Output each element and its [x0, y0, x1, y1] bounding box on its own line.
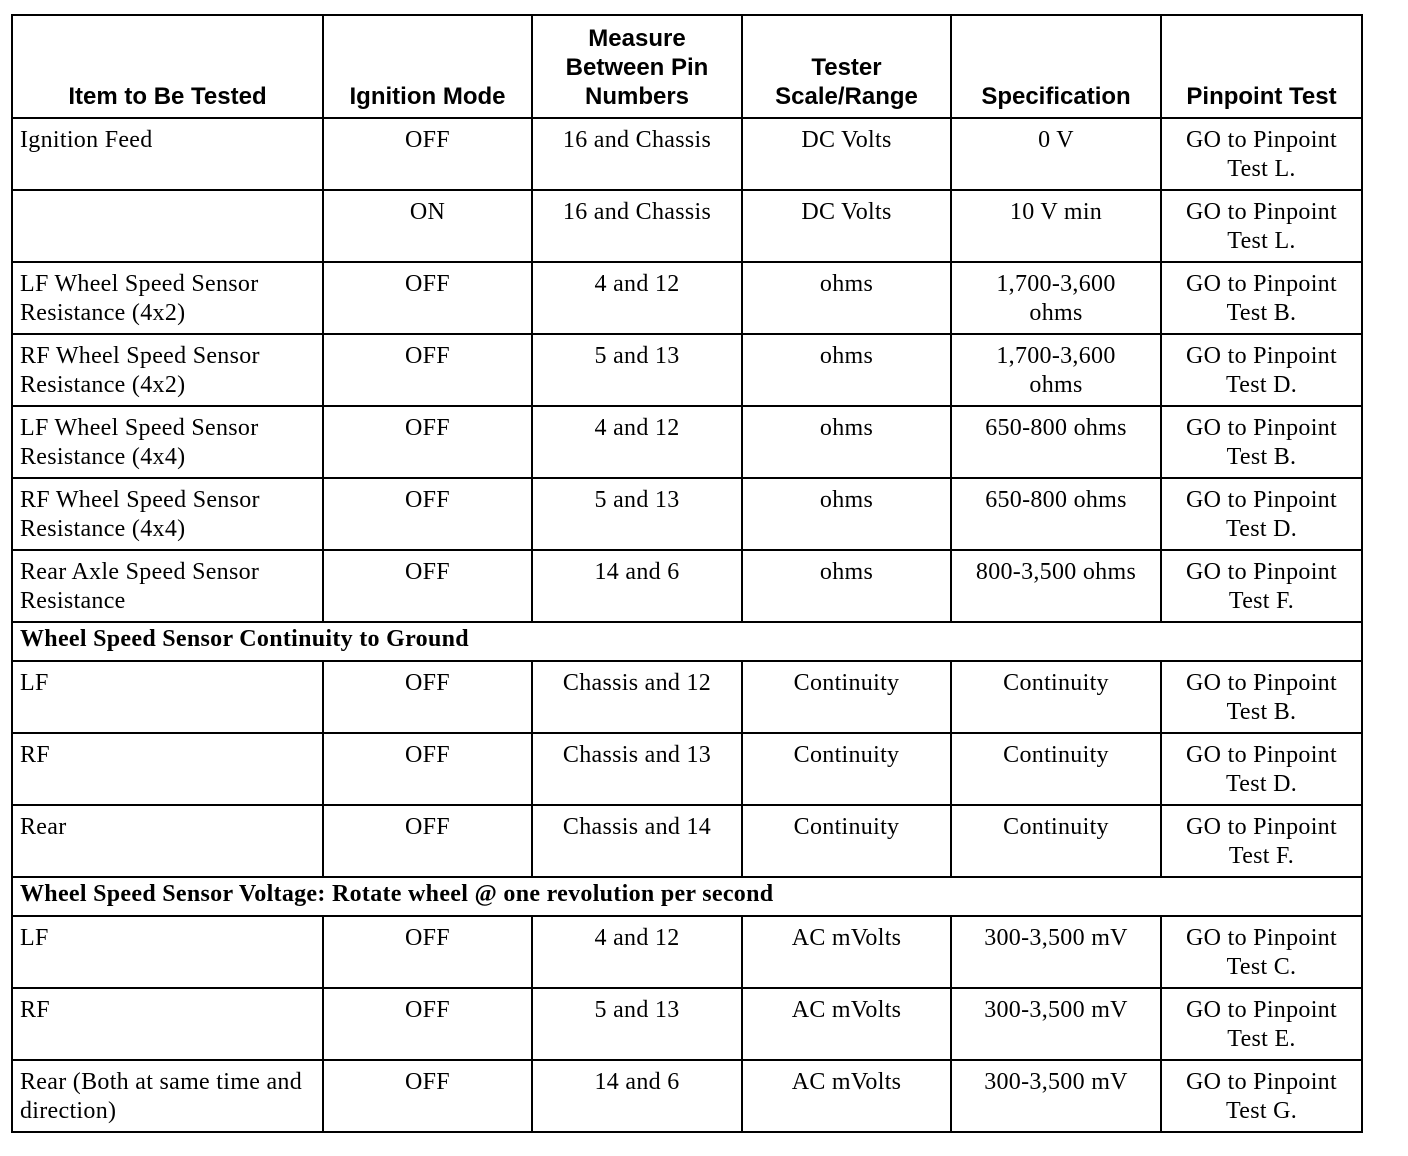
cell-item: LF Wheel Speed Sensor Resistance (4x2): [12, 262, 323, 334]
cell-spec: 300-3,500 mV: [951, 1060, 1161, 1132]
table-row: [12, 190, 1362, 262]
header-pinpoint-test: Pinpoint Test: [1161, 15, 1362, 118]
cell-pinpoint-test: GO to Pinpoint Test E.: [1161, 988, 1362, 1060]
cell-pins: Chassis and 12: [532, 661, 742, 733]
cell-scale: DC Volts: [742, 190, 951, 262]
cell-mode: OFF: [323, 550, 532, 622]
cell-mode: OFF: [323, 988, 532, 1060]
header-measure-pins: Measure Between Pin Numbers: [532, 15, 742, 118]
cell-pinpoint-test: GO to Pinpoint Test D.: [1161, 334, 1362, 406]
section-row: [12, 622, 1362, 661]
cell-mode: ON: [323, 190, 532, 262]
cell-item: Rear: [12, 805, 323, 877]
cell-pins: Chassis and 13: [532, 733, 742, 805]
cell-spec: 800-3,500 ohms: [951, 550, 1161, 622]
cell-pins: 5 and 13: [532, 478, 742, 550]
table-row: [12, 118, 1362, 190]
cell-pinpoint-test: GO to Pinpoint Test B.: [1161, 406, 1362, 478]
cell-mode: OFF: [323, 406, 532, 478]
cell-spec: 0 V: [951, 118, 1161, 190]
table-row: [12, 1060, 1362, 1132]
table-row: [12, 334, 1362, 406]
cell-item: LF: [12, 916, 323, 988]
cell-pinpoint-test: GO to Pinpoint Test C.: [1161, 916, 1362, 988]
cell-pins: Chassis and 14: [532, 805, 742, 877]
cell-mode: OFF: [323, 334, 532, 406]
cell-mode: OFF: [323, 118, 532, 190]
cell-pinpoint-test: GO to Pinpoint Test L.: [1161, 118, 1362, 190]
cell-pins: 4 and 12: [532, 406, 742, 478]
cell-item: Rear Axle Speed Sensor Resistance: [12, 550, 323, 622]
cell-spec: 650-800 ohms: [951, 478, 1161, 550]
cell-scale: AC mVolts: [742, 916, 951, 988]
header-tester-scale: Tester Scale/Range: [742, 15, 951, 118]
table-row: [12, 733, 1362, 805]
cell-spec: Continuity: [951, 733, 1161, 805]
cell-spec: Continuity: [951, 805, 1161, 877]
cell-scale: Continuity: [742, 661, 951, 733]
table-row: [12, 661, 1362, 733]
table-row: [12, 988, 1362, 1060]
header-specification: Specification: [951, 15, 1161, 118]
cell-pins: 5 and 13: [532, 334, 742, 406]
cell-spec: 300-3,500 mV: [951, 988, 1161, 1060]
table-row: [12, 406, 1362, 478]
cell-item: RF: [12, 988, 323, 1060]
cell-pinpoint-test: GO to Pinpoint Test D.: [1161, 733, 1362, 805]
cell-pinpoint-test: GO to Pinpoint Test D.: [1161, 478, 1362, 550]
cell-scale: AC mVolts: [742, 1060, 951, 1132]
cell-mode: OFF: [323, 661, 532, 733]
cell-scale: Continuity: [742, 805, 951, 877]
cell-pinpoint-test: GO to Pinpoint Test B.: [1161, 262, 1362, 334]
cell-item: Rear (Both at same time and direction): [12, 1060, 323, 1132]
cell-pins: 4 and 12: [532, 916, 742, 988]
cell-pinpoint-test: GO to Pinpoint Test L.: [1161, 190, 1362, 262]
cell-pins: 16 and Chassis: [532, 190, 742, 262]
table-row: [12, 262, 1362, 334]
cell-mode: OFF: [323, 1060, 532, 1132]
cell-mode: OFF: [323, 805, 532, 877]
cell-scale: DC Volts: [742, 118, 951, 190]
cell-item: [12, 190, 323, 262]
section-heading-voltage: Wheel Speed Sensor Voltage: Rotate wheel @ one revolution per second: [12, 877, 1362, 916]
cell-mode: OFF: [323, 262, 532, 334]
cell-item: RF Wheel Speed Sensor Resistance (4x2): [12, 334, 323, 406]
cell-item: LF Wheel Speed Sensor Resistance (4x4): [12, 406, 323, 478]
section-row: [12, 877, 1362, 916]
cell-spec: 10 V min: [951, 190, 1161, 262]
cell-pins: 14 and 6: [532, 550, 742, 622]
cell-pins: 5 and 13: [532, 988, 742, 1060]
section-heading-continuity: Wheel Speed Sensor Continuity to Ground: [12, 622, 1362, 661]
cell-scale: Continuity: [742, 733, 951, 805]
cell-spec: 650-800 ohms: [951, 406, 1161, 478]
cell-pins: 14 and 6: [532, 1060, 742, 1132]
cell-item: RF Wheel Speed Sensor Resistance (4x4): [12, 478, 323, 550]
table-row: [12, 805, 1362, 877]
table-row: [12, 550, 1362, 622]
cell-spec: 300-3,500 mV: [951, 916, 1161, 988]
cell-pinpoint-test: GO to Pinpoint Test G.: [1161, 1060, 1362, 1132]
cell-spec: 1,700-3,600 ohms: [951, 334, 1161, 406]
cell-scale: ohms: [742, 550, 951, 622]
header-ignition-mode: Ignition Mode: [323, 15, 532, 118]
cell-pinpoint-test: GO to Pinpoint Test F.: [1161, 805, 1362, 877]
cell-scale: ohms: [742, 262, 951, 334]
cell-scale: ohms: [742, 406, 951, 478]
cell-mode: OFF: [323, 478, 532, 550]
cell-pins: 4 and 12: [532, 262, 742, 334]
cell-item: RF: [12, 733, 323, 805]
diagnostic-spec-table: [11, 14, 1363, 1133]
header-item: Item to Be Tested: [12, 15, 323, 118]
cell-pinpoint-test: GO to Pinpoint Test F.: [1161, 550, 1362, 622]
cell-item: LF: [12, 661, 323, 733]
cell-pins: 16 and Chassis: [532, 118, 742, 190]
cell-mode: OFF: [323, 733, 532, 805]
cell-mode: OFF: [323, 916, 532, 988]
cell-scale: AC mVolts: [742, 988, 951, 1060]
table-row: [12, 916, 1362, 988]
cell-item: Ignition Feed: [12, 118, 323, 190]
table-row: [12, 478, 1362, 550]
cell-pinpoint-test: GO to Pinpoint Test B.: [1161, 661, 1362, 733]
cell-spec: 1,700-3,600 ohms: [951, 262, 1161, 334]
cell-spec: Continuity: [951, 661, 1161, 733]
header-row: [12, 15, 1362, 118]
cell-scale: ohms: [742, 334, 951, 406]
cell-scale: ohms: [742, 478, 951, 550]
